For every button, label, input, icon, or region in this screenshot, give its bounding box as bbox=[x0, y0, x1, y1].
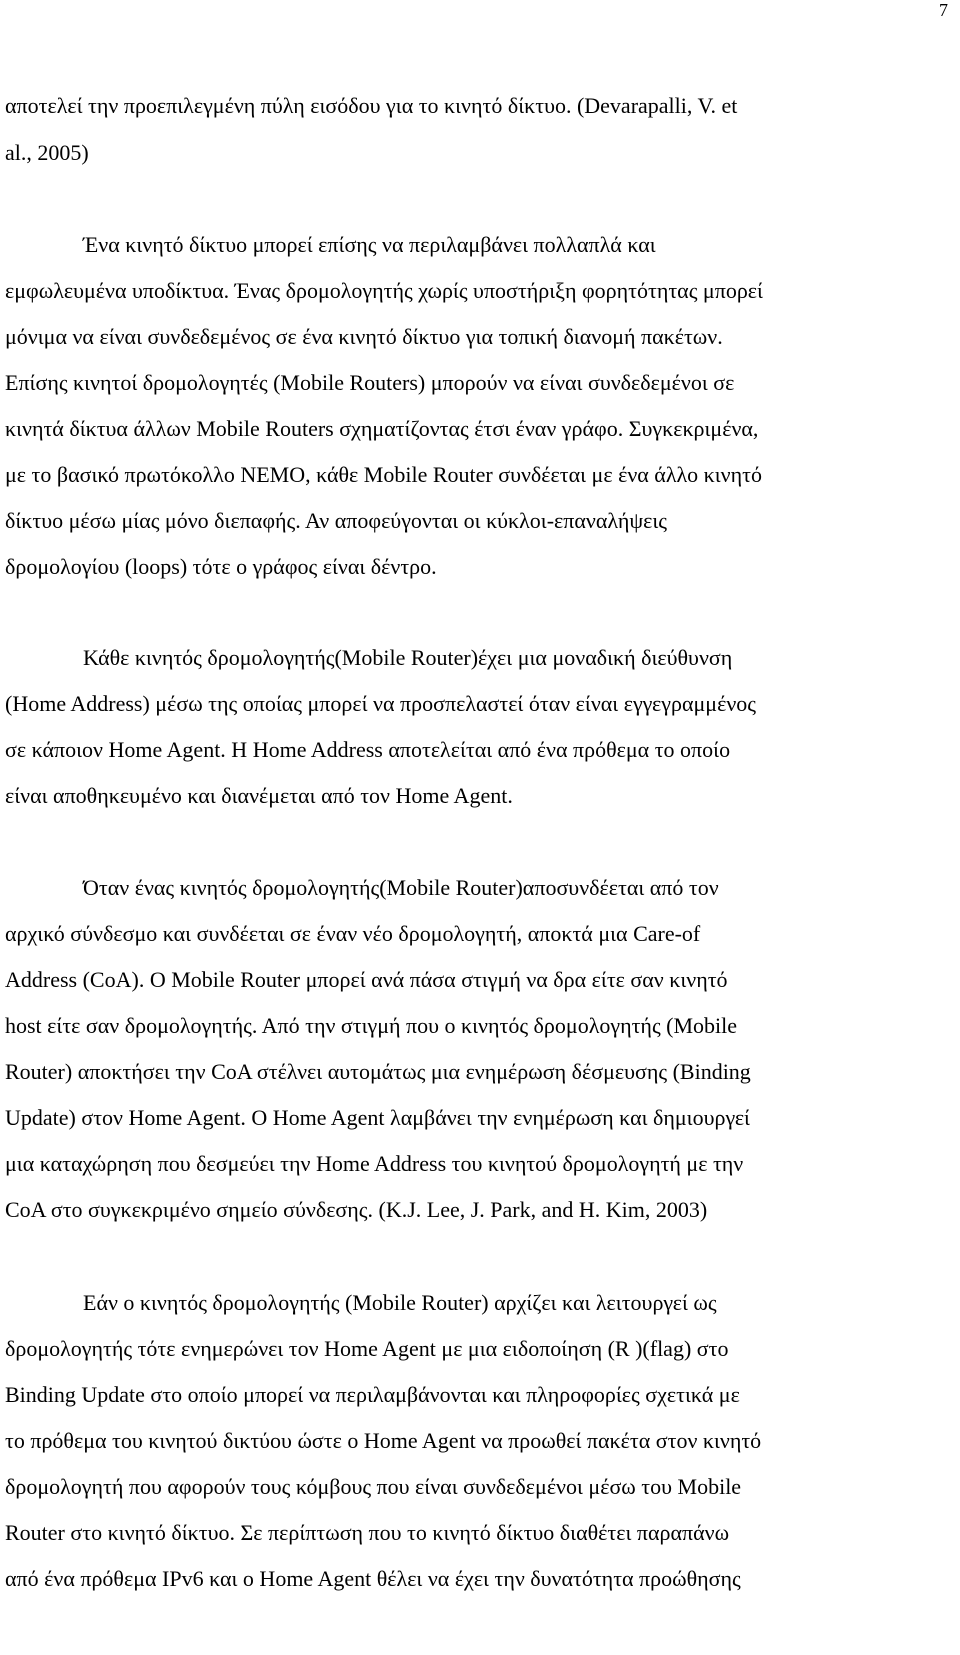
page-number: 7 bbox=[939, 0, 948, 20]
text-line: Κάθε κινητός δρομολογητής(Mobile Router)έχει μια μοναδική διεύθυνση bbox=[83, 645, 733, 670]
text-line: Binding Update στο οποίο μπορεί να περιλαμβάνονται και πληροφορίες σχετικά με bbox=[5, 1382, 740, 1407]
text-line: είναι αποθηκευμένο και διανέμεται από τον Home Agent. bbox=[5, 783, 513, 808]
text-line: (Home Address) μέσω της οποίας μπορεί να προσπελαστεί όταν είναι εγγεγραμμένος bbox=[5, 691, 756, 716]
text-line: host είτε σαν δρομολογητής. Από την στιγμή που ο κινητός δρομολογητής (Mobile bbox=[5, 1013, 738, 1038]
text-line: δρομολογητής τότε ενημερώνει τον Home Agent με μια ειδοποίηση (R )(flag) στο bbox=[5, 1336, 729, 1361]
text-line: από ένα πρόθεμα IPv6 και ο Home Agent θέλει να έχει την δυνατότητα προώθησης bbox=[5, 1566, 741, 1591]
text-line: αρχικό σύνδεσμο και συνδέεται σε έναν νέο δρομολογητή, αποκτά μια Care-of bbox=[5, 921, 701, 946]
text-line: δίκτυο μέσω μίας μόνο διεπαφής. Αν αποφεύγονται οι κύκλοι-επαναλήψεις bbox=[5, 508, 668, 533]
text-line: εμφωλευμένα υποδίκτυα. Ένας δρομολογητής χωρίς υποστήριξη φορητότητας μπορεί bbox=[5, 278, 763, 303]
text-line: Router) αποκτήσει την CoA στέλνει αυτομάτως μια ενημέρωση δέσμευσης (Binding bbox=[5, 1059, 751, 1084]
text-line: κινητά δίκτυα άλλων Mobile Routers σχηματίζοντας έτσι έναν γράφο. Συγκεκριμένα, bbox=[5, 416, 759, 441]
text-line: δρομολογίου (loops) τότε ο γράφος είναι δέντρο. bbox=[5, 554, 437, 579]
text-line: Ένα κινητό δίκτυο μπορεί επίσης να περιλαμβάνει πολλαπλά και bbox=[83, 232, 656, 257]
text-line: δρομολογητή που αφορούν τους κόμβους που είναι συνδεδεμένοι μέσω του Mobile bbox=[5, 1474, 742, 1499]
text-line: μόνιμα να είναι συνδεδεμένος σε ένα κινητό δίκτυο για τοπική διανομή πακέτων. bbox=[5, 324, 723, 349]
text-line: CoA στο συγκεκριμένο σημείο σύνδεσης. (K.J. Lee, J. Park, and H. Kim, 2003) bbox=[5, 1197, 708, 1222]
text-line: Εάν ο κινητός δρομολογητής (Mobile Router) αρχίζει και λειτουργεί ως bbox=[83, 1290, 717, 1315]
text-line: Update) στον Home Agent. O Home Agent λαμβάνει την ενημέρωση και δημιουργεί bbox=[5, 1105, 750, 1130]
text-line: Address (CoA). O Mobile Router μπορεί ανά πάσα στιγμή να δρα είτε σαν κινητό bbox=[5, 967, 728, 992]
text-line: al., 2005) bbox=[5, 140, 89, 165]
text-line: μια καταχώρηση που δεσμεύει την Home Address του κινητού δρομολογητή με την bbox=[5, 1151, 744, 1176]
text-line: το πρόθεμα του κινητού δικτύου ώστε ο Home Agent να προωθεί πακέτα στον κινητό bbox=[5, 1428, 762, 1453]
text-line: Επίσης κινητοί δρομολογητές (Mobile Routers) μπορούν να είναι συνδεδεμένοι σε bbox=[5, 370, 735, 395]
text-line: Router στο κινητό δίκτυο. Σε περίπτωση που το κινητό δίκτυο διαθέτει παραπάνω bbox=[5, 1520, 730, 1545]
text-line: αποτελεί την προεπιλεγμένη πύλη εισόδου για το κινητό δίκτυο. (Devarapalli, V. et bbox=[5, 93, 738, 118]
text-line: με το βασικό πρωτόκολλο NEMO, κάθε Mobile Router συνδέεται με ένα άλλο κινητό bbox=[5, 462, 762, 487]
text-line: σε κάποιον Home Agent. Η Home Address αποτελείται από ένα πρόθεμα το οποίο bbox=[5, 737, 731, 762]
text-line: Όταν ένας κινητός δρομολογητής(Mobile Router)αποσυνδέεται από τον bbox=[83, 875, 719, 900]
